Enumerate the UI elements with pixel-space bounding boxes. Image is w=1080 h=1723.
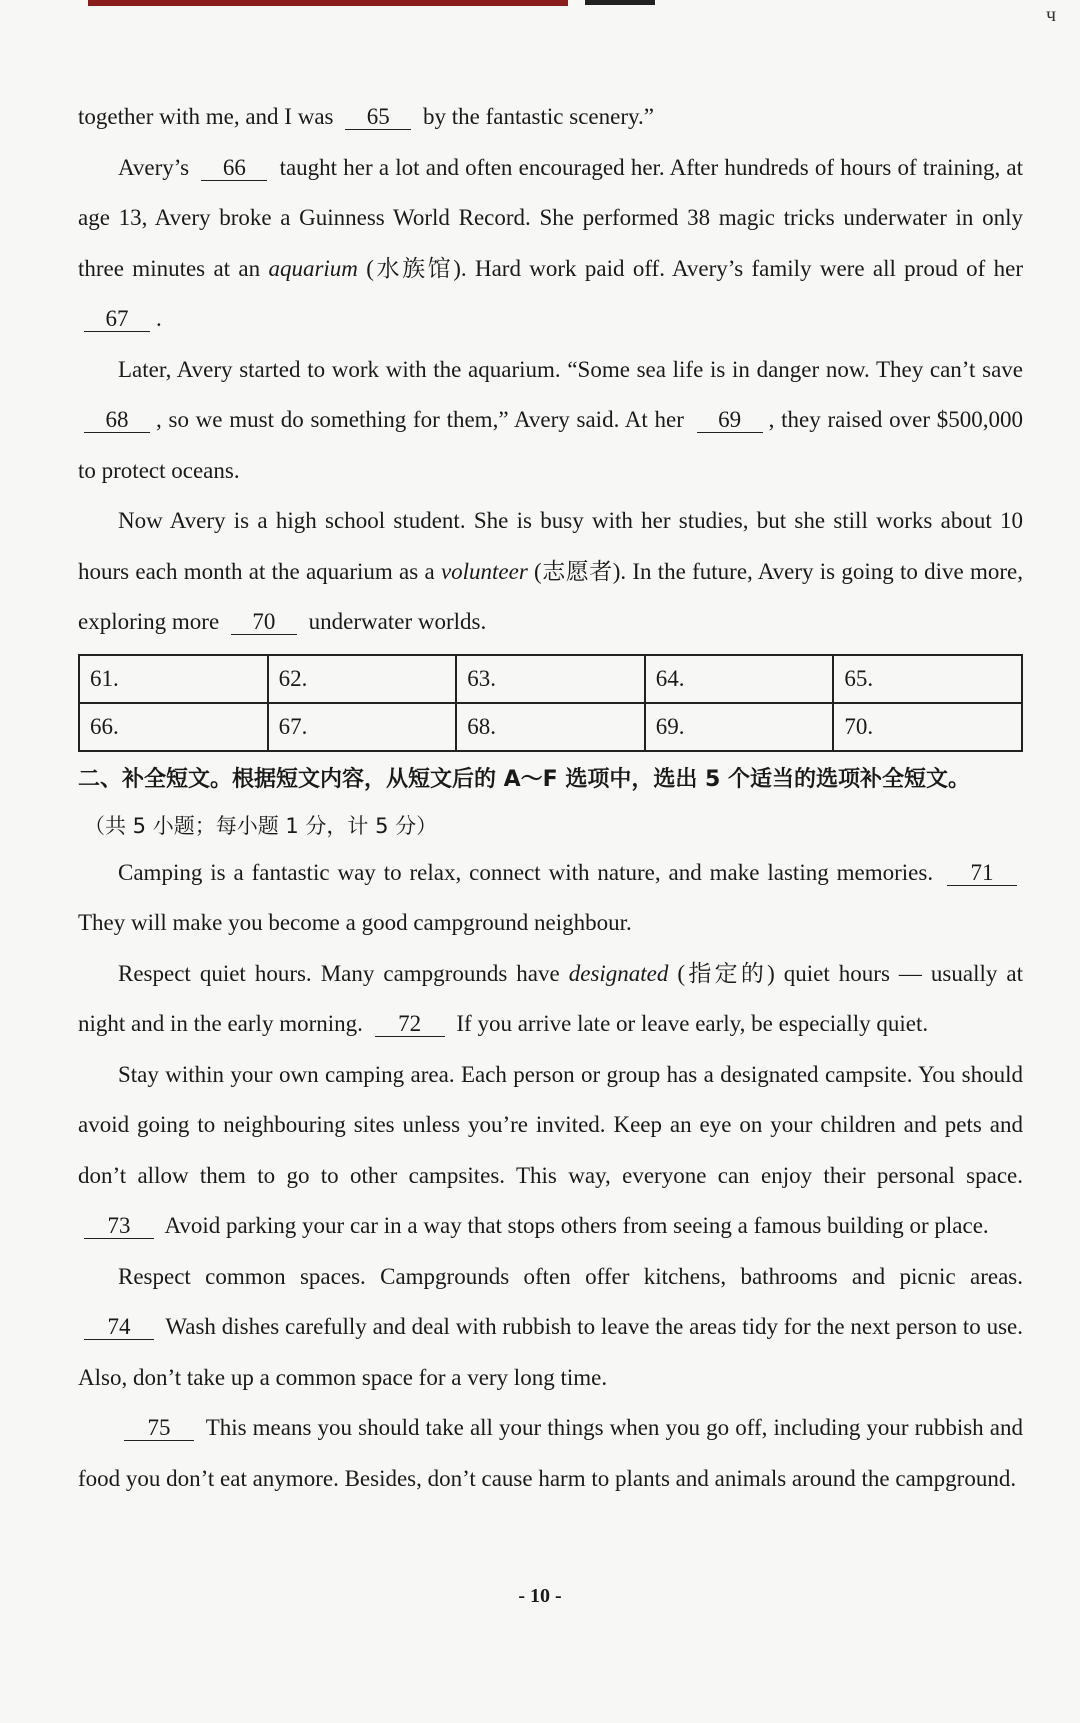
passage2-paragraph3: Stay within your own camping area. Each person or group has a designated campsite. You should avoid going to neighbouring sites unless you’re invited. Keep an eye on your children and pets and don’t allow them to go to other campsites. This way, everyone can enjoy their personal space. 73 Avoid parking your car in a way that stops others from seeing a famous building or place. <box>78 1061 1023 1238</box>
passage2-paragraph4: Respect common spaces. Campgrounds often offer kitchens, bathrooms and picnic areas. 74 Wash dishes carefully and deal with rubbish to leave the areas tidy for the next person to use. Also, don’t take up a common space for a very long time. <box>78 1263 1023 1390</box>
corner-mark-icon: ч <box>1046 4 1057 26</box>
answer-grid-row-2 <box>79 703 1022 751</box>
section2-heading: 二、补全短文。根据短文内容，从短文后的 A～F 选项中，选出 5 个适当的选项补全短文。 <box>78 766 971 792</box>
answer-cell-62[interactable]: 62. <box>268 655 457 703</box>
blank-72[interactable]: 72 <box>375 1012 445 1037</box>
word-volunteer: volunteer <box>440 558 528 584</box>
blank-66[interactable]: 66 <box>201 156 267 181</box>
answer-cell-66[interactable]: 66. <box>79 703 268 751</box>
blank-73[interactable]: 73 <box>84 1214 154 1239</box>
answer-cell-65[interactable]: 65. <box>833 655 1022 703</box>
section2-scoring-note: （共 5 小题；每小题 1 分，计 5 分） <box>84 813 438 838</box>
top-edge-dark-band <box>585 0 655 5</box>
blank-65[interactable]: 65 <box>345 105 411 130</box>
passage1-paragraph4: Now Avery is a high school student. She is busy with her studies, but she still works about 10 hours each month at the aquarium as a volunteer (志愿者). In the future, Avery is going to dive more, exploring more 70 underwater worlds. <box>78 508 1024 634</box>
blank-71[interactable]: 71 <box>947 861 1017 886</box>
answer-grid <box>78 654 1023 752</box>
passage2-paragraph1: Camping is a fantastic way to relax, connect with nature, and make lasting memories. 71 They will make you become a good campground neighbour. <box>78 848 1023 949</box>
exam-page <box>78 92 1023 1504</box>
passage1-paragraph2: Avery’s 66 taught her a lot and often encouraged her. After hundreds of hours of training, at age 13, Avery broke a Guinness World Record. She performed 38 magic tricks underwater in only three minutes at an aquarium (水族馆). Hard work paid off. Avery’s family were all proud of her 67 . <box>78 154 1024 331</box>
blank-70[interactable]: 70 <box>231 610 297 635</box>
blank-69[interactable]: 69 <box>697 408 763 433</box>
answer-cell-67[interactable]: 67. <box>268 703 457 751</box>
passage1-paragraph3: Later, Avery started to work with the aquarium. “Some sea life is in danger now. They can’t save 68 , so we must do something for them,” Avery said. At her 69 , they raised over $500,000 to protect oceans. <box>78 356 1024 483</box>
answer-cell-69[interactable]: 69. <box>645 703 834 751</box>
answer-cell-64[interactable]: 64. <box>645 655 834 703</box>
passage2-paragraph5: 75 This means you should take all your things when you go off, including your rubbish and food you don’t eat anymore. Besides, don’t cause harm to plants and animals around the campground. <box>78 1415 1023 1491</box>
blank-75[interactable]: 75 <box>124 1416 194 1441</box>
word-aquarium: aquarium <box>268 255 358 281</box>
blank-67[interactable]: 67 <box>84 307 150 332</box>
answer-cell-63[interactable]: 63. <box>456 655 645 703</box>
passage1-line1: together with me, and I was 65 by the fantastic scenery.” <box>78 104 654 129</box>
answer-cell-61[interactable]: 61. <box>79 655 268 703</box>
blank-74[interactable]: 74 <box>84 1315 154 1340</box>
passage2-paragraph2: Respect quiet hours. Many campgrounds have designated (指定的) quiet hours — usually at night and in the early morning. 72 If you arrive late or leave early, be especially quiet. <box>78 960 1023 1036</box>
page-number: - 10 - <box>518 1585 562 1607</box>
answer-grid-row-1 <box>79 655 1022 703</box>
top-edge-red-band <box>88 0 568 6</box>
word-designated: designated <box>568 960 669 986</box>
blank-68[interactable]: 68 <box>84 408 150 433</box>
answer-cell-70[interactable]: 70. <box>833 703 1022 751</box>
answer-cell-68[interactable]: 68. <box>456 703 645 751</box>
